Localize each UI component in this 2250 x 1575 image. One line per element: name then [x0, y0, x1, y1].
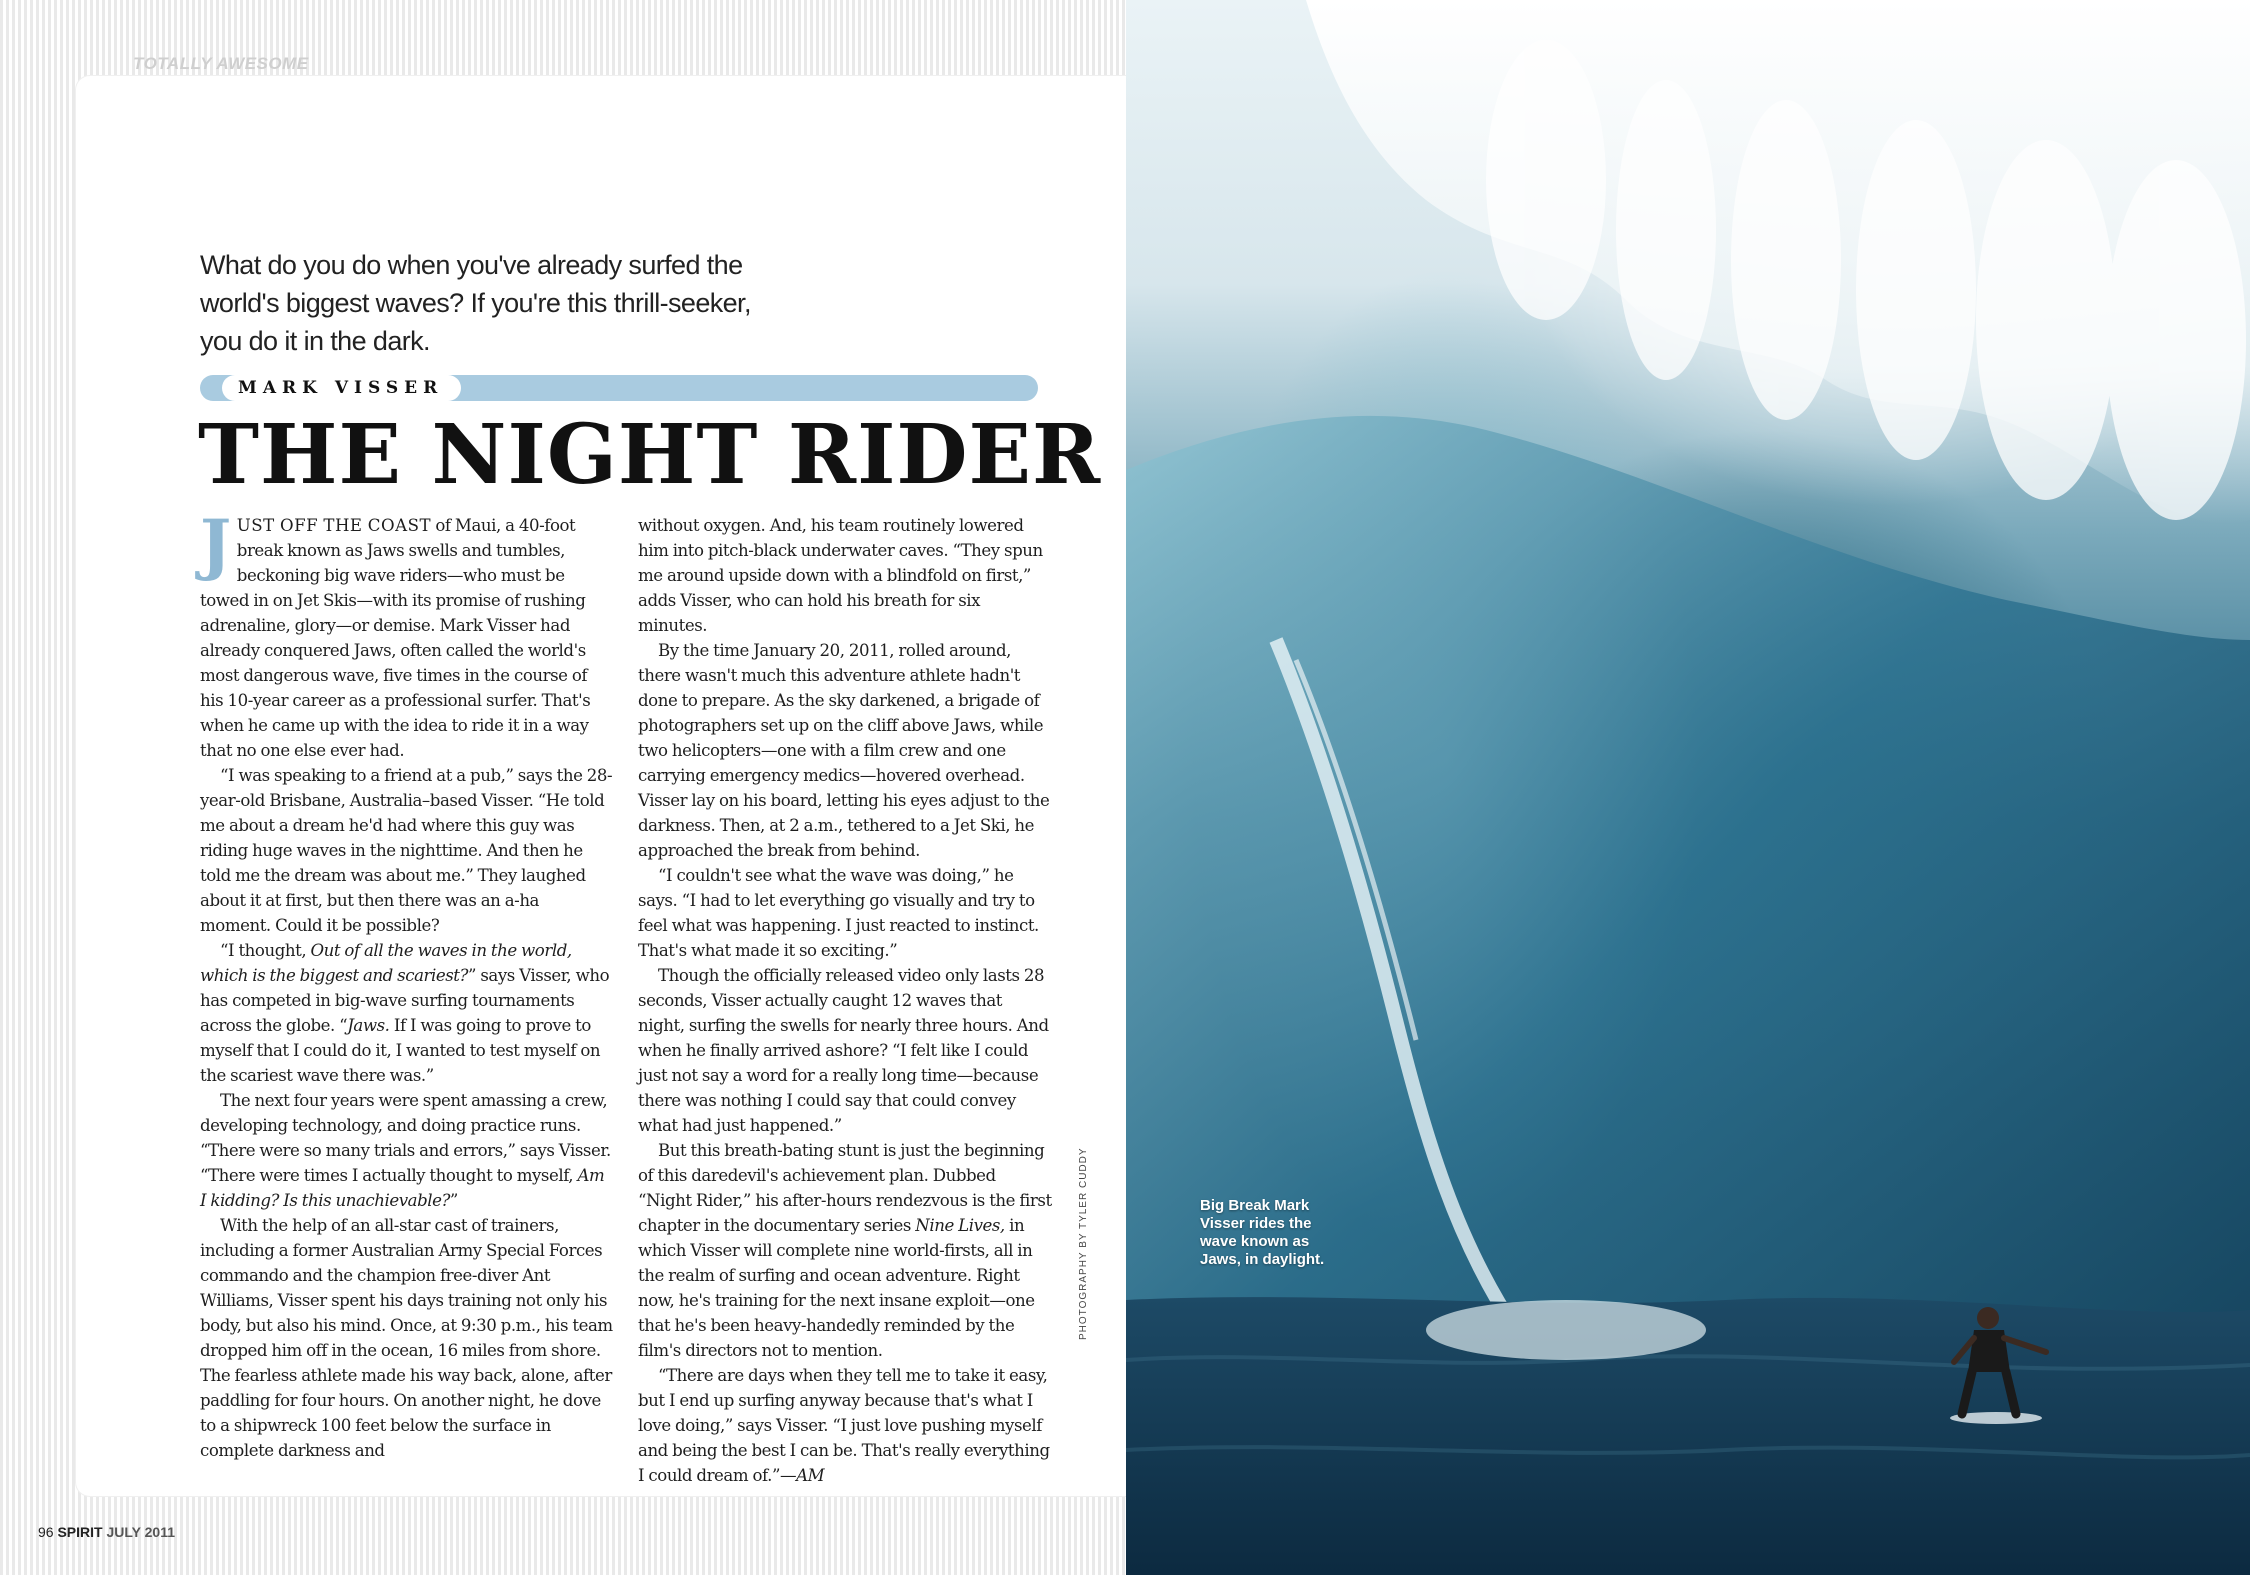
deck-text: What do you do when you've already surfed the world's biggest waves? If you're this thrill-seeker, you do it in the dark. [200, 250, 751, 356]
paragraph-text: in which Visser will complete nine world-firsts, all in the realm of surfing and ocean adventure. Right now, he's training for the next insane exploit—one that he's been heavy-handedly reminded by the film's directors not to mention. [638, 1216, 1035, 1360]
photo-caption [1200, 1197, 1350, 1269]
lead-in: UST OFF THE COAST [236, 516, 432, 535]
paragraph [200, 505, 614, 763]
paragraph-text: But this breath-bating stunt is just the beginning of this daredevil's achievement plan. Dubbed “Night Rider,” his after-hours rendezvous is the first chapter in the documentary series [638, 1141, 1052, 1235]
paragraph-italic: Out of all the waves in the world, which is the biggest and scariest? [200, 941, 572, 985]
issue-date: JULY 2011 [106, 1524, 175, 1540]
paragraph-text: The next four years were spent amassing a crew, developing technology, and doing practice runs. “There were so many trials and errors,” says Visser. “There were times I actually thought to myself, [200, 1091, 611, 1185]
paragraph: By the time January 20, 2011, rolled around, there wasn't much this adventure athlete hadn't done to prepare. As the sky darkened, a brigade of photographers set up on the cliff above Jaws, while two helicopters—one with a film crew and one carrying emergency medics—hovered overhead. Visser lay on his board, letting his eyes adjust to the darkness. Then, at 2 a.m., tethered to a Jet Ski, he approached the break from behind. [638, 641, 1050, 860]
author-initials: AM [796, 1466, 825, 1485]
article-column-1 [200, 505, 614, 1463]
paragraph [638, 1363, 1052, 1488]
paragraph-italic: Nine Lives, [915, 1216, 1005, 1235]
paragraph: Though the officially released video only lasts 28 seconds, Visser actually caught 12 waves that night, surfing the swells for nearly three hours. And when he finally arrived ashore? “I felt like I could just not say a word for a really long time—because there was nothing I could say that could convey what had just happened.” [638, 966, 1049, 1135]
paragraph-text: ” says Visser, who has competed in big-wave surfing tournaments across the globe. “ [200, 966, 610, 1035]
paragraph-text: “I thought, [220, 941, 311, 960]
drop-cap: J [200, 505, 231, 583]
paragraph-text: of Maui, a 40-foot break known as Jaws swells and tumbles, beckoning big wave riders—who must be towed in on Jet Skis—with its promise of rushing adrenaline, glory—or demise. Mark Visser had already conquered Jaws, often called the world's most dangerous wave, five times in the course of his 10-year career as a professional surfer. That's when he came up with the idea to ride it in a way that no one else ever had. [200, 516, 591, 760]
paragraph [200, 938, 614, 1088]
section-tab: TOTALLY AWESOME [133, 54, 309, 73]
paragraph: “I was speaking to a friend at a pub,” says the 28-year-old Brisbane, Australia–based Visser. “He told me about a dream he'd had where this guy was riding huge waves in the nighttime. And then he told me the dream was about me.” They laughed about it at first, but then there was an a-ha moment. Could it be possible? [200, 766, 613, 935]
folio [38, 1524, 175, 1540]
paragraph: without oxygen. And, his team routinely lowered him into pitch-black underwater caves. “They spun me around upside down with a blindfold on first,” adds Visser, who can hold his breath for six minutes. [638, 516, 1043, 635]
paragraph-text: “There are days when they tell me to take it easy, but I end up surfing anyway because that's what I love doing,” says Visser. “I just love pushing myself and being the best I can be. That's really everything I could dream of.”— [638, 1366, 1050, 1485]
paragraph: “I couldn't see what the wave was doing,” he says. “I had to let everything go visually and try to feel what was happening. I just reacted to instinct. That's what made it so exciting.” [638, 866, 1039, 960]
caption-text: Mark Visser rides the wave known as Jaws, in daylight. [1200, 1197, 1325, 1268]
subject-name-tag: MARK VISSER [222, 375, 461, 401]
photo-credit: PHOTOGRAPHY BY TYLER CUDDY [1078, 1147, 1089, 1340]
paragraph [638, 1138, 1052, 1363]
wave-photo [1126, 0, 2250, 1575]
paragraph-italic: Am I kidding? Is this unachievable? [200, 1166, 605, 1210]
headline: THE NIGHT RIDER [198, 407, 1102, 503]
paragraph-text: ” [449, 1191, 458, 1210]
article-column-2 [638, 513, 1052, 1488]
magazine-brand: SPIRIT [57, 1524, 103, 1540]
wave-illustration [1126, 0, 2250, 1575]
paragraph [200, 1088, 614, 1213]
paragraph-italic: Jaws. [347, 1016, 390, 1035]
paragraph-text: If I was going to prove to myself that I could do it, I wanted to test myself on the scariest wave there was.” [200, 1016, 601, 1085]
caption-lead: Big Break [1200, 1197, 1271, 1214]
paragraph: With the help of an all-star cast of trainers, including a former Australian Army Special Forces commando and the champion free-diver Ant Williams, Visser spent his days training not only his body, but also his mind. Once, at 9:30 p.m., his team dropped him off in the ocean, 16 miles from shore. The fearless athlete made his way back, alone, after paddling for four hours. On another night, he dove to a shipwreck 100 feet below the surface in complete darkness and [200, 1216, 613, 1460]
page-number: 96 [38, 1524, 54, 1540]
